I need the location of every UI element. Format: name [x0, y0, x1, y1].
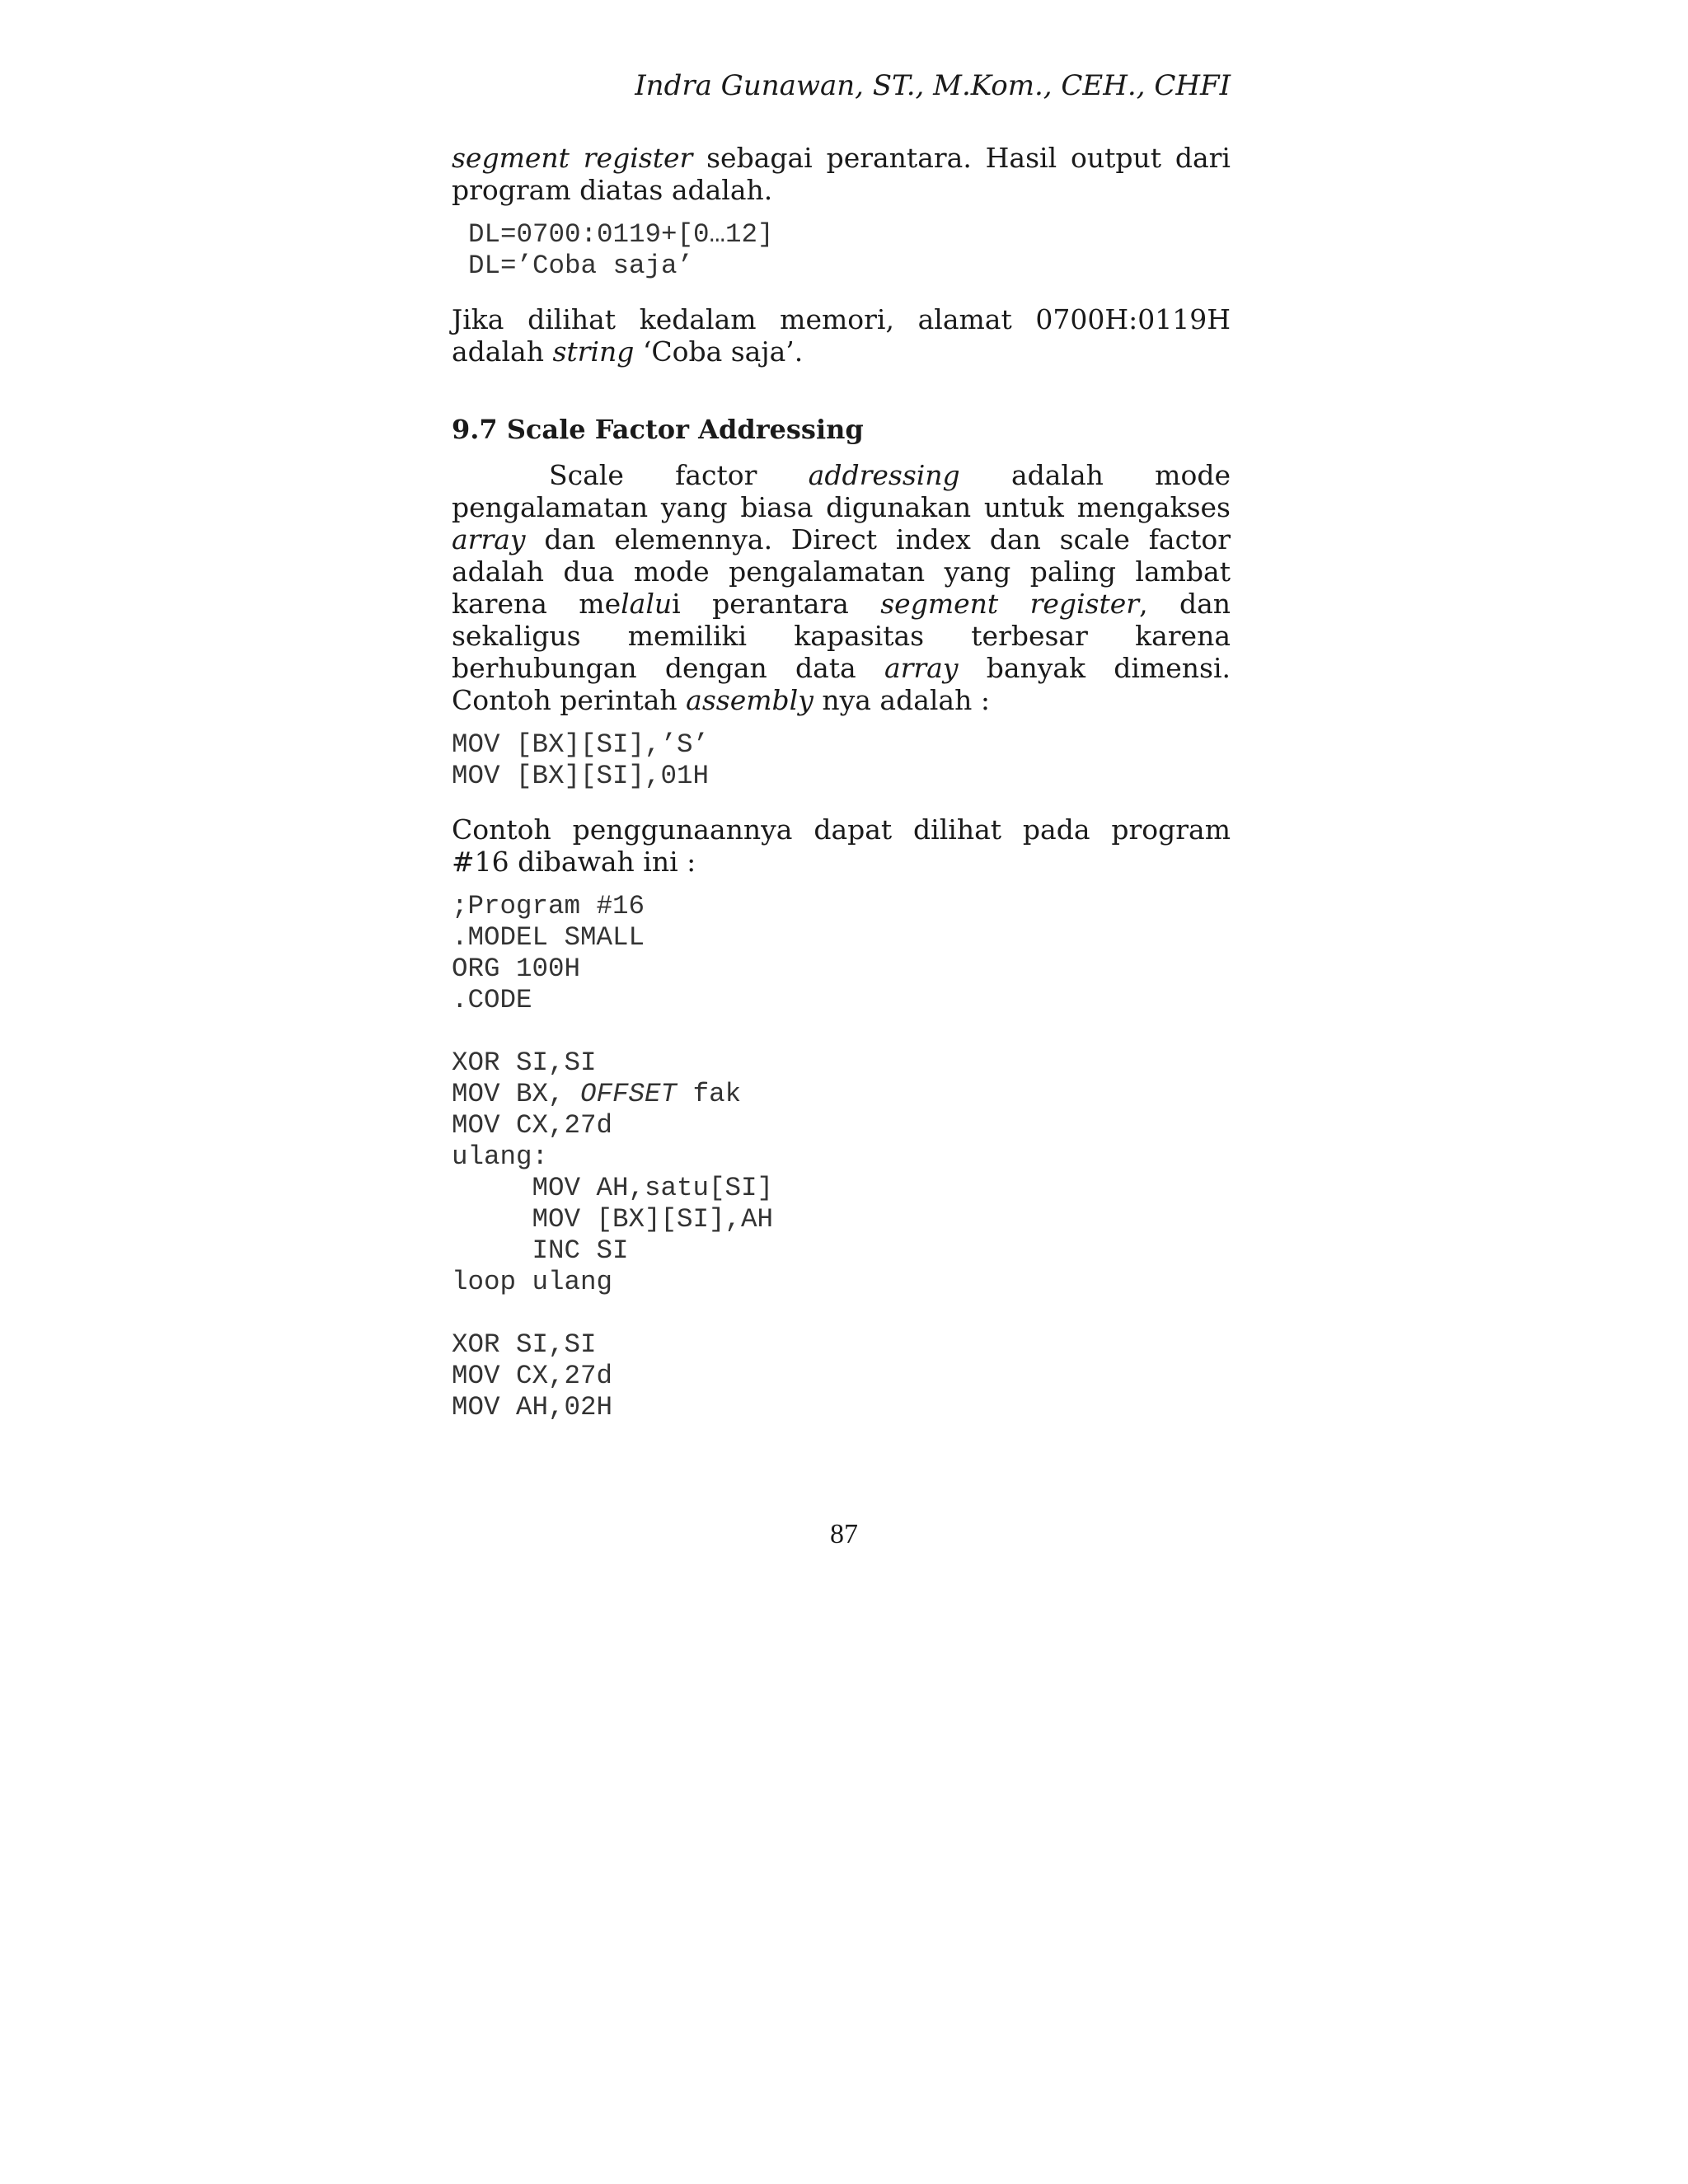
- intro-emphasis: segment register: [452, 142, 693, 174]
- code-line: ;Program #16: [452, 891, 645, 921]
- intro-text: sebagai perantara. Hasil output dari program diatas adalah.: [452, 142, 1231, 206]
- code-line: DL=’Coba saja’: [468, 251, 694, 281]
- blank-line: [452, 1016, 1231, 1047]
- code-line: loop ulang: [452, 1267, 613, 1297]
- program-listing: [452, 891, 1231, 1423]
- code-line: DL=0700:0119+[0…12]: [468, 219, 774, 250]
- example-code-block: [452, 729, 1231, 792]
- code-line: MOV [BX][SI],AH: [452, 1204, 774, 1235]
- code-line: MOV CX,27d: [452, 1110, 613, 1141]
- code-line: INC SI: [452, 1235, 629, 1266]
- code-line: MOV AH,satu[SI]: [452, 1173, 774, 1203]
- running-header: Indra Gunawan, ST., M.Kom., CEH., CHFI: [635, 69, 1231, 102]
- code-line: MOV [BX][SI],01H: [452, 761, 710, 791]
- usage-paragraph: Contoh penggunaannya dapat dilihat pada program #16 dibawah ini :: [452, 813, 1231, 878]
- scale-factor-paragraph: Scale factor addressing adalah mode pengalamatan yang biasa digunakan untuk mengakses array dan elemennya. Direct index dan scale factor adalah dua mode pengalamatan yang paling lambat karena melalui perantara segment register, dan sekaligus memiliki kapasitas terbesar karena berhubungan dengan data array banyak dimensi. Contoh perintah assembly nya adalah :: [452, 459, 1231, 716]
- code-line: XOR SI,SI: [452, 1047, 597, 1078]
- page-number: 87: [830, 1519, 858, 1549]
- code-line: MOV [BX][SI],’S’: [452, 729, 710, 760]
- blank-line: [452, 1298, 1231, 1329]
- code-line: XOR SI,SI: [452, 1329, 597, 1360]
- code-line: ORG 100H: [452, 954, 581, 984]
- memory-paragraph: Jika dilihat kedalam memori, alamat 0700H:0119H adalah string ‘Coba saja’.: [452, 303, 1231, 368]
- code-line: .MODEL SMALL: [452, 922, 645, 953]
- code-line: .CODE: [452, 985, 532, 1015]
- code-line: MOV CX,27d: [452, 1361, 613, 1391]
- output-code-block: [452, 219, 1231, 282]
- code-line: MOV AH,02H: [452, 1392, 613, 1422]
- intro-paragraph: [452, 142, 1231, 206]
- section-heading: 9.7 Scale Factor Addressing: [452, 414, 864, 445]
- book-page: [452, 64, 1231, 1423]
- code-line: ulang:: [452, 1141, 549, 1172]
- code-line: MOV BX, OFFSET fak: [452, 1079, 742, 1109]
